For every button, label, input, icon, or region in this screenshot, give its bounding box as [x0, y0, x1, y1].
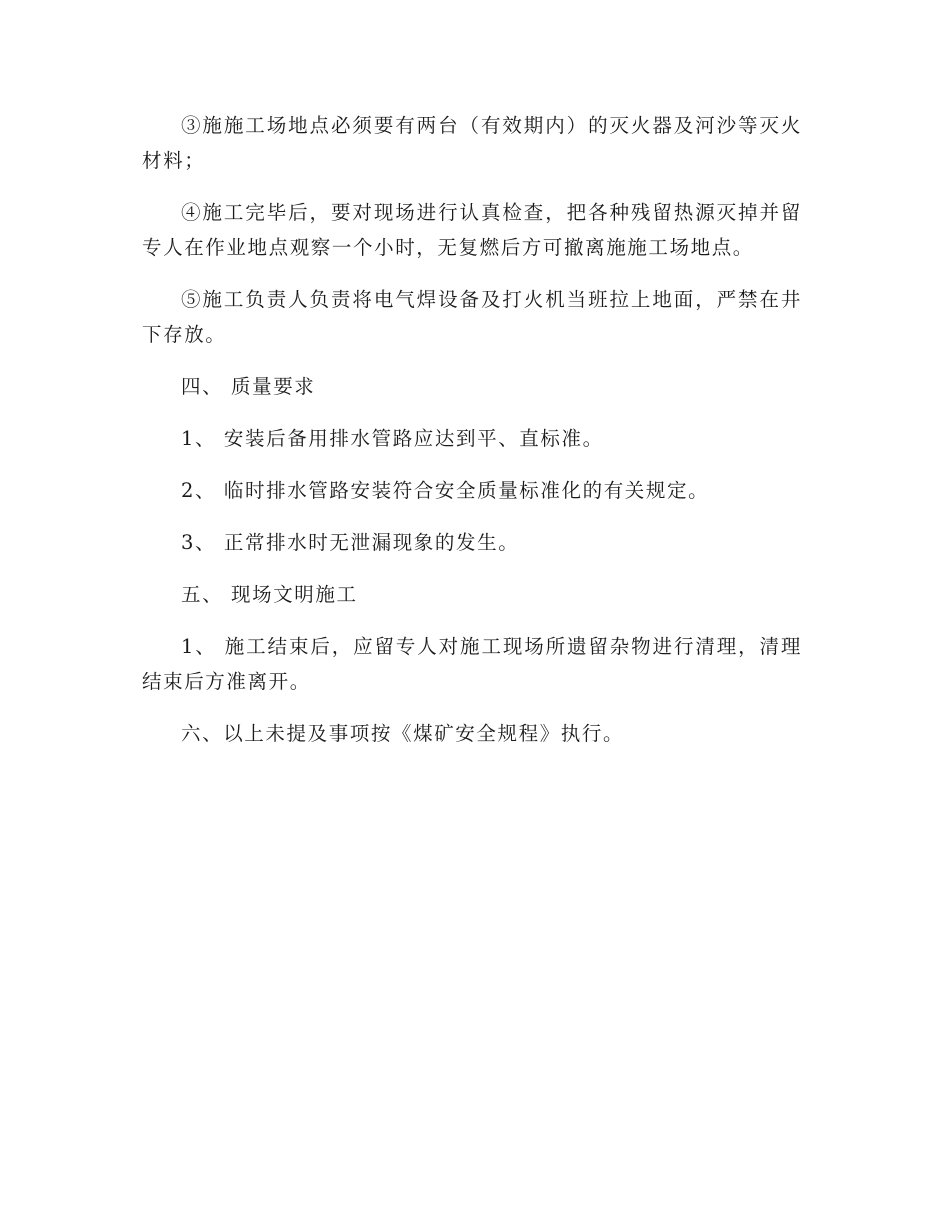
paragraph-post-work-inspection: ④施工完毕后，要对现场进行认真检查，把各种残留热源灭掉并留专人在作业地点观察一个小时，无复燃后方可撤离施施工场地点。: [142, 201, 802, 259]
paragraph-quality-2: 2、 临时排水管路安装符合安全质量标准化的有关规定。: [181, 479, 710, 502]
paragraph-regulations: 六、以上未提及事项按《煤矿安全规程》执行。: [181, 722, 625, 745]
document-body: [142, 108, 802, 768]
paragraph-fire-extinguisher: ③施施工场地点必须要有两台（有效期内）的灭火器及河沙等灭火材料；: [142, 114, 802, 172]
section-heading-quality: 四、 质量要求: [181, 375, 316, 398]
paragraph-quality-1: 1、 安装后备用排水管路应达到平、直标准。: [181, 427, 604, 450]
section-heading-civilized-construction: 五、 现场文明施工: [181, 583, 358, 606]
paragraph-welding-equipment: ⑤施工负责人负责将电气焊设备及打火机当班拉上地面，严禁在井下存放。: [142, 288, 802, 346]
paragraph-cleanup: 1、 施工结束后，应留专人对施工现场所遗留杂物进行清理，清理结束后方准离开。: [142, 635, 802, 693]
paragraph-quality-3: 3、 正常排水时无泄漏现象的发生。: [181, 531, 520, 554]
